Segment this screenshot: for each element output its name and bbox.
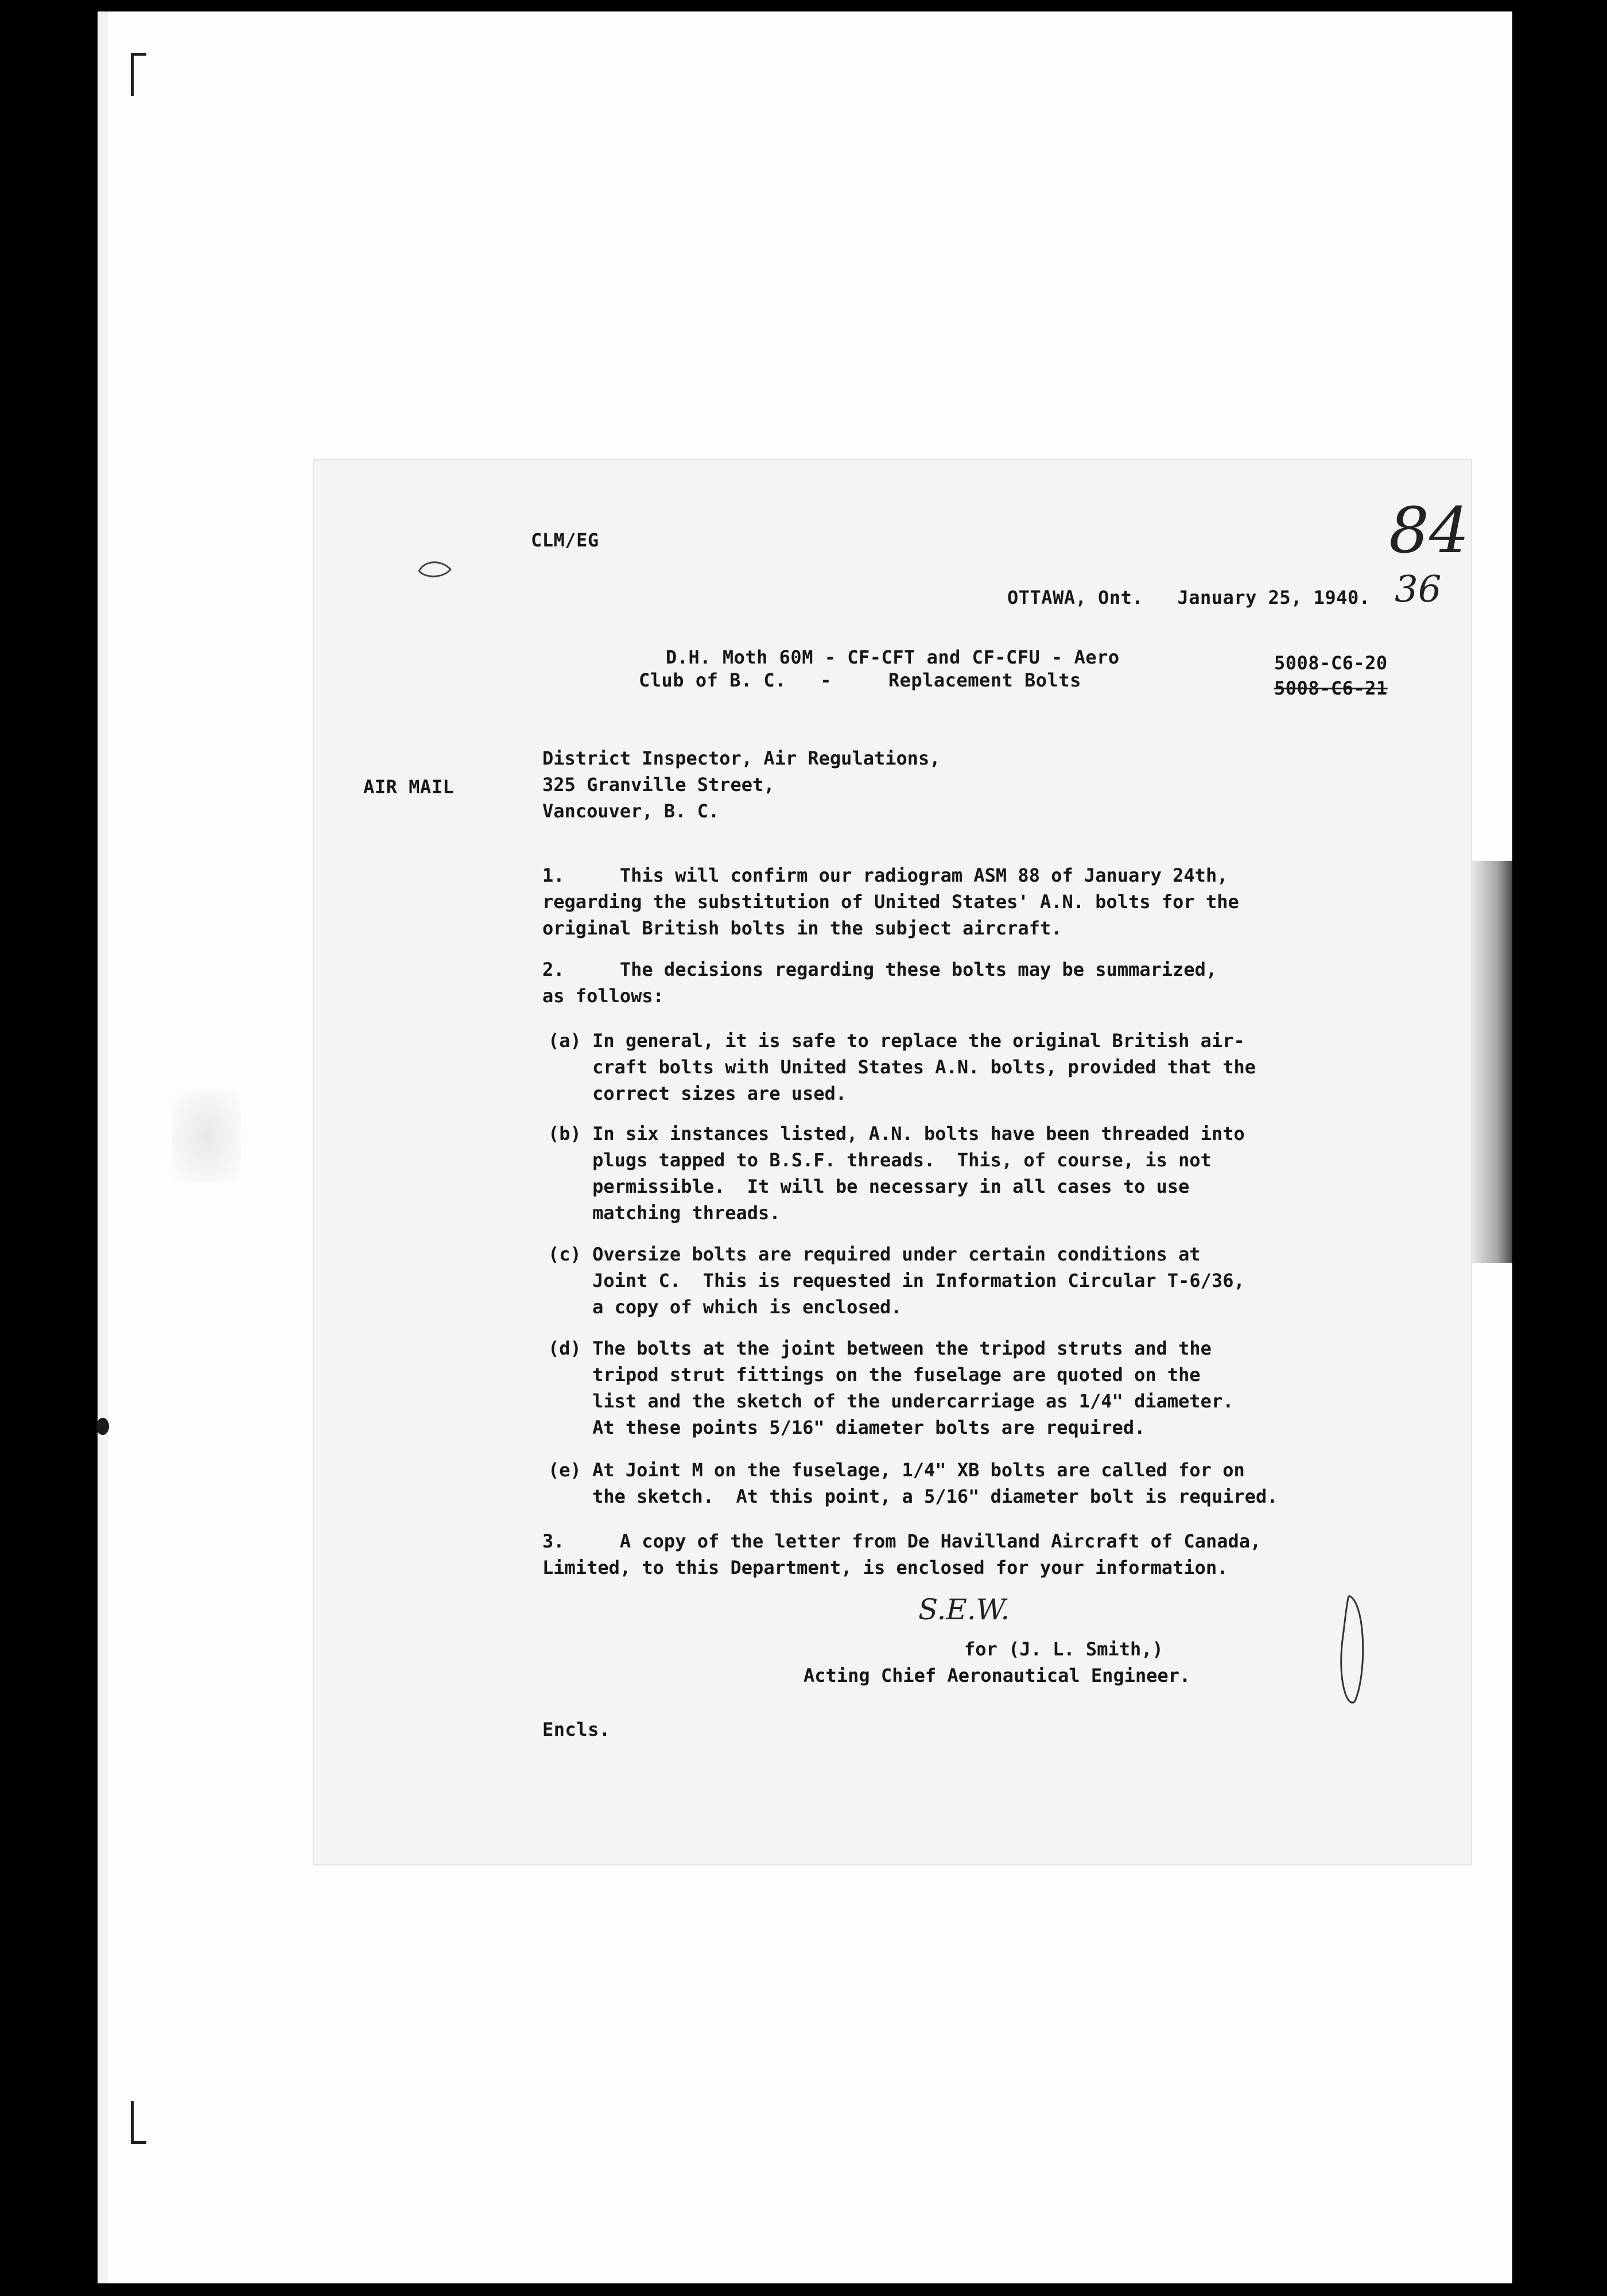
addressee-line: 325 Granville Street, [542,774,775,796]
handwritten-folio-number-2: 36 [1395,568,1442,611]
paragraph-line: original British bolts in the subject aircraft. [542,917,1062,939]
item-line: matching threads. [548,1202,781,1224]
item-line: a copy of which is enclosed. [548,1296,902,1318]
reference-initials: CLM/EG [531,529,599,551]
item-e [548,1457,1278,1510]
file-number: 5008-C6-20 [1274,652,1388,674]
item-line: tripod strut fittings on the fuselage are quoted on the [548,1364,1201,1386]
addressee-line: Vancouver, B. C. [542,800,720,822]
signature-line: Acting Chief Aeronautical Engineer. [804,1665,1191,1686]
handwritten-mark [413,557,459,585]
signature-line: for (J. L. Smith,) [964,1638,1163,1660]
paragraph-line: Limited, to this Department, is enclosed for your information. [542,1557,1228,1578]
scan-smudge [172,1091,241,1182]
item-line: (d) The bolts at the joint between the tripod struts and the [548,1337,1212,1359]
item-line: (c) Oversize bolts are required under certain conditions at [548,1243,1201,1265]
item-line: plugs tapped to B.S.F. threads. This, of course, is not [548,1149,1212,1171]
paragraph-line: 3. A copy of the letter from De Havilland Aircraft of Canada, [542,1530,1261,1552]
punch-hole-mark [96,1418,109,1435]
item-line: list and the sketch of the undercarriage as 1/4" diameter. [548,1390,1234,1412]
addressee-block [542,745,941,824]
crop-mark-bottom-left [131,2101,146,2144]
item-d [548,1335,1233,1441]
item-line: Joint C. This is requested in Information Circular T-6/36, [548,1270,1245,1292]
item-line: (e) At Joint M on the fuselage, 1/4" XB bolts are called for on [548,1459,1245,1481]
signature-block [804,1636,1190,1689]
item-line: the sketch. At this point, a 5/16" diameter bolt is required. [548,1486,1278,1507]
item-line: (b) In six instances listed, A.N. bolts have been threaded into [548,1123,1245,1145]
page-edge [98,11,108,2283]
paragraph-3 [542,1528,1261,1581]
item-c [548,1241,1245,1320]
place-date: OTTAWA, Ont. January 25, 1940. [1007,587,1371,608]
addressee-line: District Inspector, Air Regulations, [542,747,941,769]
item-b [548,1120,1245,1226]
paragraph-line: 2. The decisions regarding these bolts may be summarized, [542,959,1217,980]
handwritten-mark [1326,1590,1372,1711]
item-line: correct sizes are used. [548,1083,847,1104]
subject-line-1: D.H. Moth 60M - CF-CFT and CF-CFU - Aero [666,646,1120,668]
enclosures-note: Encls. [542,1719,611,1740]
paragraph-2 [542,956,1217,1009]
item-line: craft bolts with United States A.N. bolts, provided that the [548,1056,1256,1078]
item-line: (a) In general, it is safe to replace the original British air- [548,1030,1245,1052]
paragraph-line: as follows: [542,985,664,1007]
paragraph-line: regarding the substitution of United States' A.N. bolts for the [542,891,1239,913]
subject-line-2: Club of B. C. - Replacement Bolts [639,669,1081,691]
crop-mark-top-left [131,53,146,96]
delivery-method: AIR MAIL [363,776,455,798]
handwritten-folio-number: 84 [1389,494,1469,567]
item-a [548,1027,1256,1107]
file-number-struck: 5008-C6-21 [1274,677,1388,699]
signature-initials: S.E.W. [918,1593,1010,1626]
paragraph-line: 1. This will confirm our radiogram ASM 88 of January 24th, [542,864,1228,886]
item-line: At these points 5/16" diameter bolts are required. [548,1417,1146,1438]
paragraph-1 [542,862,1239,941]
item-line: permissible. It will be necessary in all cases to use [548,1176,1190,1197]
